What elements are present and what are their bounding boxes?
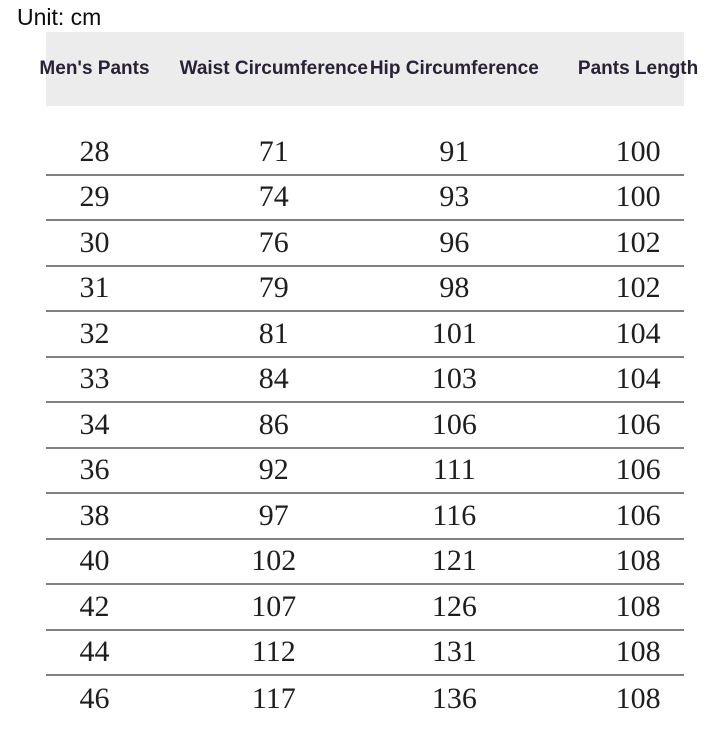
table-row: [46, 130, 684, 176]
cell-pants-length: 106: [615, 453, 661, 487]
cell-hip-circumference: 103: [431, 362, 477, 396]
cell-pants-length: 102: [615, 271, 661, 305]
cell-waist-circumference: 76: [258, 225, 289, 259]
cell-hip-circumference: 116: [432, 498, 477, 532]
cell-pants-length: 104: [615, 316, 661, 350]
column-header-pants-length: Pants Length: [577, 58, 699, 79]
cell-hip-circumference: 98: [439, 271, 470, 305]
table-row: [46, 403, 684, 449]
cell-waist-circumference: 97: [258, 498, 289, 532]
table-row: [46, 358, 684, 404]
cell-pants-size: 33: [79, 362, 110, 396]
cell-waist-circumference: 79: [258, 271, 289, 305]
cell-waist-circumference: 86: [258, 407, 289, 441]
cell-hip-circumference: 91: [439, 134, 470, 168]
cell-pants-size: 34: [79, 407, 110, 441]
cell-waist-circumference: 74: [258, 180, 289, 214]
cell-pants-size: 31: [79, 271, 110, 305]
cell-pants-length: 100: [615, 180, 661, 214]
table-row: [46, 585, 684, 631]
cell-pants-length: 108: [615, 681, 661, 715]
cell-hip-circumference: 131: [431, 635, 477, 669]
cell-pants-length: 106: [615, 498, 661, 532]
table-row: [46, 676, 684, 722]
cell-waist-circumference: 112: [251, 635, 296, 669]
cell-pants-length: 108: [615, 635, 661, 669]
cell-waist-circumference: 107: [251, 589, 297, 623]
cell-hip-circumference: 111: [432, 453, 476, 487]
cell-pants-length: 106: [615, 407, 661, 441]
cell-waist-circumference: 92: [258, 453, 289, 487]
cell-waist-circumference: 102: [251, 544, 297, 578]
table-row: [46, 449, 684, 495]
cell-hip-circumference: 106: [431, 407, 477, 441]
table-header-row: [39, 32, 699, 106]
table-row: [46, 221, 684, 267]
cell-pants-size: 36: [79, 453, 110, 487]
table-row: [46, 176, 684, 222]
cell-pants-size: 38: [79, 498, 110, 532]
table-row: [46, 312, 684, 358]
cell-pants-length: 102: [615, 225, 661, 259]
cell-hip-circumference: 136: [431, 681, 477, 715]
cell-hip-circumference: 101: [431, 316, 477, 350]
table-row: [46, 631, 684, 677]
cell-waist-circumference: 81: [258, 316, 289, 350]
column-header-waist-circumference: Waist Circumference: [179, 58, 368, 79]
cell-waist-circumference: 84: [258, 362, 289, 396]
cell-hip-circumference: 126: [431, 589, 477, 623]
unit-label: Unit: cm: [17, 4, 102, 30]
size-table: [39, 32, 699, 722]
cell-pants-size: 32: [79, 316, 110, 350]
cell-hip-circumference: 93: [439, 180, 470, 214]
cell-pants-size: 40: [79, 544, 110, 578]
cell-pants-size: 46: [79, 681, 110, 715]
cell-pants-length: 100: [615, 134, 661, 168]
table-row: [46, 267, 684, 313]
cell-pants-length: 104: [615, 362, 661, 396]
cell-pants-size: 42: [79, 589, 110, 623]
cell-pants-length: 108: [615, 544, 661, 578]
cell-pants-size: 30: [79, 225, 110, 259]
table-row: [46, 540, 684, 586]
table-row: [46, 494, 684, 540]
cell-waist-circumference: 71: [258, 134, 289, 168]
cell-pants-size: 29: [79, 180, 110, 214]
column-header-mens-pants: Men's Pants: [39, 58, 150, 79]
cell-hip-circumference: 96: [439, 225, 470, 259]
column-header-hip-circumference: Hip Circumference: [369, 58, 539, 79]
cell-waist-circumference: 117: [251, 681, 296, 715]
cell-pants-size: 28: [79, 134, 110, 168]
table-body: [46, 130, 684, 722]
cell-pants-size: 44: [79, 635, 110, 669]
cell-pants-length: 108: [615, 589, 661, 623]
cell-hip-circumference: 121: [431, 544, 477, 578]
